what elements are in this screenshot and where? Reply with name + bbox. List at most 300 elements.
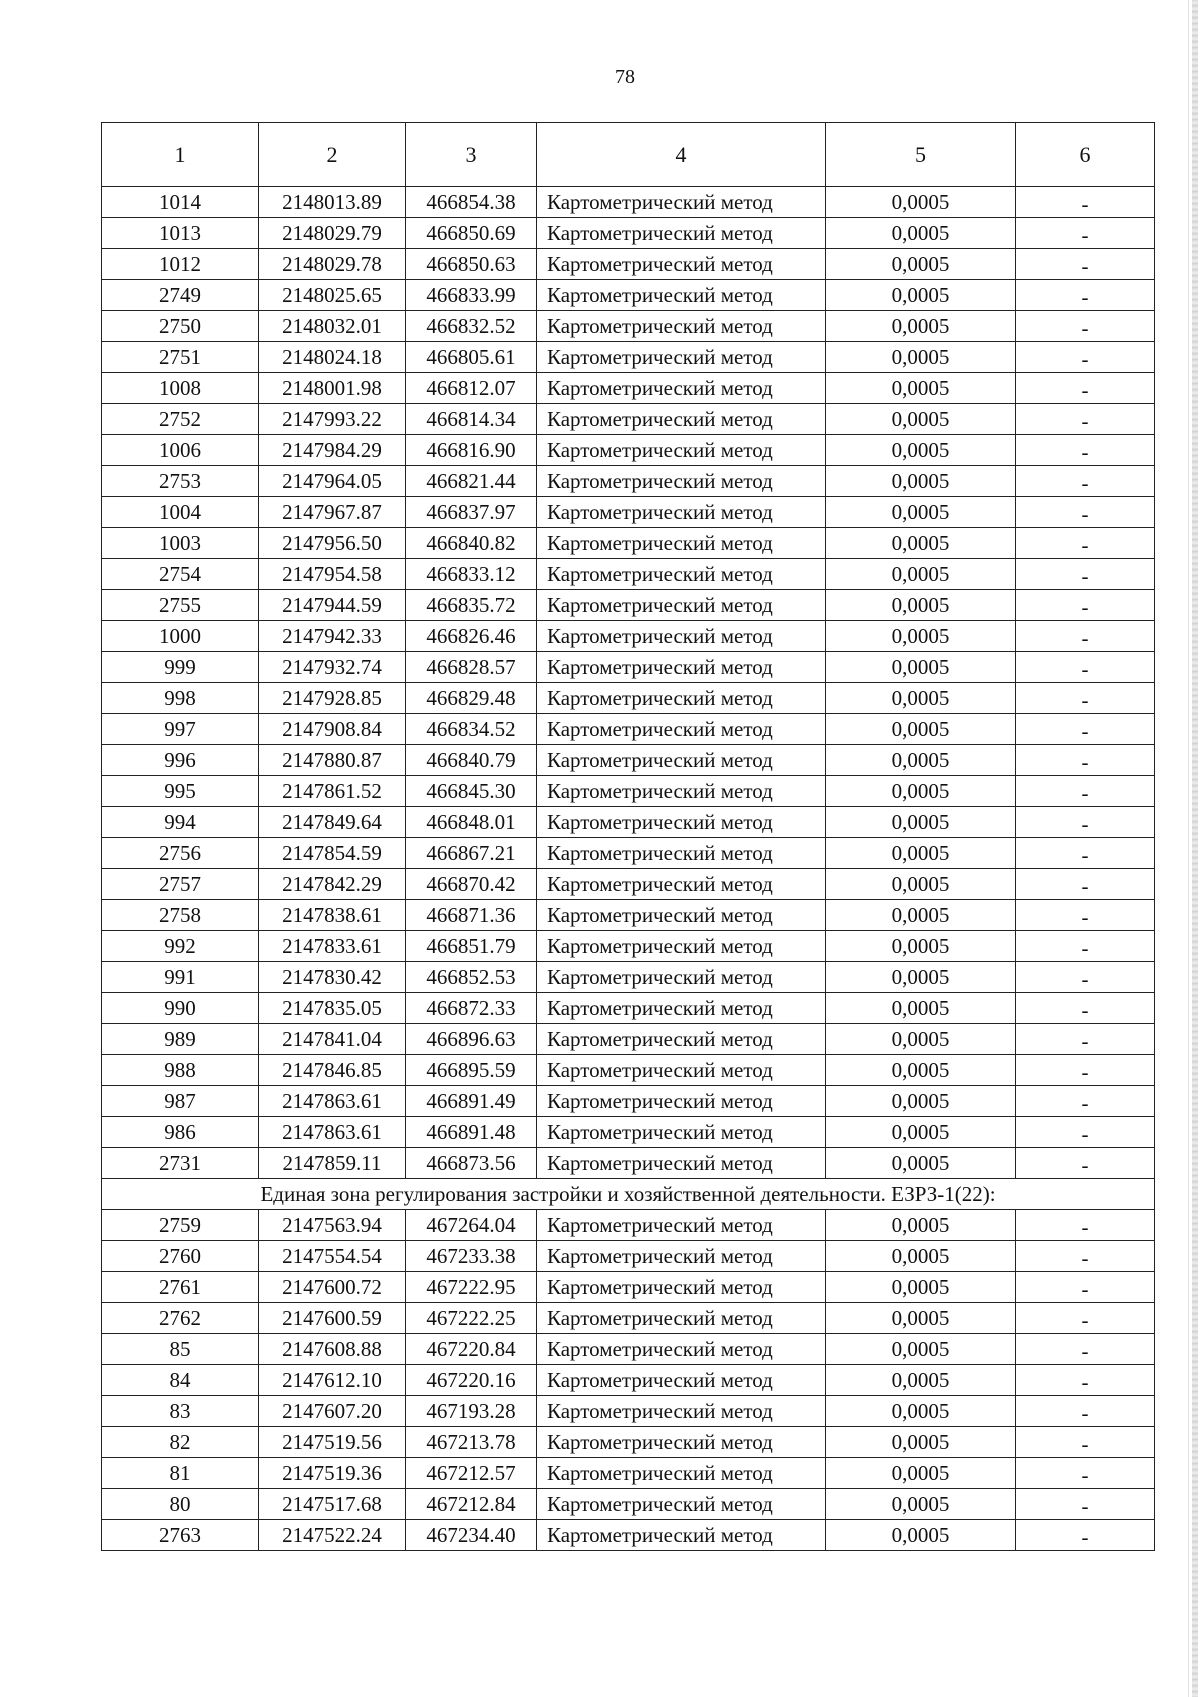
- x-coordinate-cell: 2147608.88: [259, 1334, 406, 1365]
- method-cell: Картометрический метод: [537, 993, 826, 1024]
- note-cell: -: [1016, 1427, 1155, 1458]
- method-cell: Картометрический метод: [537, 249, 826, 280]
- accuracy-cell: 0,0005: [826, 745, 1016, 776]
- table-row: [102, 342, 1155, 373]
- method-cell: Картометрический метод: [537, 590, 826, 621]
- table-row: [102, 1024, 1155, 1055]
- y-coordinate-cell: 466895.59: [406, 1055, 537, 1086]
- y-coordinate-cell: 466834.52: [406, 714, 537, 745]
- note-cell: -: [1016, 218, 1155, 249]
- table-header-row: [102, 123, 1155, 187]
- note-cell: -: [1016, 497, 1155, 528]
- method-cell: Картометрический метод: [537, 373, 826, 404]
- y-coordinate-cell: 467220.16: [406, 1365, 537, 1396]
- table-row: [102, 1520, 1155, 1551]
- accuracy-cell: 0,0005: [826, 528, 1016, 559]
- x-coordinate-cell: 2147964.05: [259, 466, 406, 497]
- accuracy-cell: 0,0005: [826, 1489, 1016, 1520]
- point-number-cell: 2754: [102, 559, 259, 590]
- point-number-cell: 992: [102, 931, 259, 962]
- note-cell: -: [1016, 466, 1155, 497]
- table-row: [102, 373, 1155, 404]
- point-number-cell: 991: [102, 962, 259, 993]
- y-coordinate-cell: 466852.53: [406, 962, 537, 993]
- y-coordinate-cell: 466805.61: [406, 342, 537, 373]
- accuracy-cell: 0,0005: [826, 683, 1016, 714]
- accuracy-cell: 0,0005: [826, 1520, 1016, 1551]
- y-coordinate-cell: 467213.78: [406, 1427, 537, 1458]
- coordinates-table: [101, 122, 1155, 1551]
- point-number-cell: 81: [102, 1458, 259, 1489]
- x-coordinate-cell: 2147863.61: [259, 1086, 406, 1117]
- table-row: [102, 590, 1155, 621]
- y-coordinate-cell: 466872.33: [406, 993, 537, 1024]
- accuracy-cell: 0,0005: [826, 1148, 1016, 1179]
- note-cell: -: [1016, 435, 1155, 466]
- accuracy-cell: 0,0005: [826, 931, 1016, 962]
- point-number-cell: 1003: [102, 528, 259, 559]
- table-row: [102, 559, 1155, 590]
- note-cell: -: [1016, 280, 1155, 311]
- x-coordinate-cell: 2147600.72: [259, 1272, 406, 1303]
- note-cell: -: [1016, 745, 1155, 776]
- section-title: Единая зона регулирования застройки и хозяйственной деятельности. ЕЗРЗ-1(22):: [102, 1179, 1155, 1210]
- method-cell: Картометрический метод: [537, 1086, 826, 1117]
- accuracy-cell: 0,0005: [826, 249, 1016, 280]
- point-number-cell: 988: [102, 1055, 259, 1086]
- x-coordinate-cell: 2147944.59: [259, 590, 406, 621]
- note-cell: -: [1016, 1458, 1155, 1489]
- table-row: [102, 187, 1155, 218]
- method-cell: Картометрический метод: [537, 1024, 826, 1055]
- method-cell: Картометрический метод: [537, 1489, 826, 1520]
- note-cell: -: [1016, 1086, 1155, 1117]
- y-coordinate-cell: 466896.63: [406, 1024, 537, 1055]
- method-cell: Картометрический метод: [537, 404, 826, 435]
- table-row: [102, 1086, 1155, 1117]
- table-row: [102, 1334, 1155, 1365]
- note-cell: -: [1016, 1520, 1155, 1551]
- table-row: [102, 931, 1155, 962]
- note-cell: -: [1016, 249, 1155, 280]
- point-number-cell: 996: [102, 745, 259, 776]
- y-coordinate-cell: 466854.38: [406, 187, 537, 218]
- method-cell: Картометрический метод: [537, 1148, 826, 1179]
- y-coordinate-cell: 466840.79: [406, 745, 537, 776]
- method-cell: Картометрический метод: [537, 218, 826, 249]
- point-number-cell: 84: [102, 1365, 259, 1396]
- point-number-cell: 1004: [102, 497, 259, 528]
- y-coordinate-cell: 466832.52: [406, 311, 537, 342]
- method-cell: Картометрический метод: [537, 187, 826, 218]
- method-cell: Картометрический метод: [537, 280, 826, 311]
- note-cell: -: [1016, 1396, 1155, 1427]
- section-row: [102, 1179, 1155, 1210]
- y-coordinate-cell: 467222.25: [406, 1303, 537, 1334]
- table-row: [102, 466, 1155, 497]
- note-cell: -: [1016, 931, 1155, 962]
- table-row: [102, 714, 1155, 745]
- x-coordinate-cell: 2147522.24: [259, 1520, 406, 1551]
- accuracy-cell: 0,0005: [826, 1427, 1016, 1458]
- accuracy-cell: 0,0005: [826, 187, 1016, 218]
- x-coordinate-cell: 2147519.56: [259, 1427, 406, 1458]
- table-row: [102, 900, 1155, 931]
- accuracy-cell: 0,0005: [826, 838, 1016, 869]
- y-coordinate-cell: 467212.84: [406, 1489, 537, 1520]
- y-coordinate-cell: 466851.79: [406, 931, 537, 962]
- note-cell: -: [1016, 1489, 1155, 1520]
- header-cell-6: 6: [1016, 123, 1155, 187]
- x-coordinate-cell: 2147612.10: [259, 1365, 406, 1396]
- note-cell: -: [1016, 1334, 1155, 1365]
- note-cell: -: [1016, 1241, 1155, 1272]
- method-cell: Картометрический метод: [537, 838, 826, 869]
- method-cell: Картометрический метод: [537, 435, 826, 466]
- table-row: [102, 497, 1155, 528]
- accuracy-cell: 0,0005: [826, 1334, 1016, 1365]
- point-number-cell: 990: [102, 993, 259, 1024]
- note-cell: -: [1016, 652, 1155, 683]
- point-number-cell: 1000: [102, 621, 259, 652]
- method-cell: Картометрический метод: [537, 652, 826, 683]
- table-row: [102, 838, 1155, 869]
- x-coordinate-cell: 2148024.18: [259, 342, 406, 373]
- y-coordinate-cell: 466826.46: [406, 621, 537, 652]
- table-row: [102, 1489, 1155, 1520]
- method-cell: Картометрический метод: [537, 1117, 826, 1148]
- y-coordinate-cell: 467234.40: [406, 1520, 537, 1551]
- accuracy-cell: 0,0005: [826, 900, 1016, 931]
- x-coordinate-cell: 2148001.98: [259, 373, 406, 404]
- method-cell: Картометрический метод: [537, 962, 826, 993]
- method-cell: Картометрический метод: [537, 342, 826, 373]
- point-number-cell: 1013: [102, 218, 259, 249]
- method-cell: Картометрический метод: [537, 1427, 826, 1458]
- table-row: [102, 745, 1155, 776]
- accuracy-cell: 0,0005: [826, 559, 1016, 590]
- y-coordinate-cell: 467220.84: [406, 1334, 537, 1365]
- y-coordinate-cell: 466812.07: [406, 373, 537, 404]
- point-number-cell: 1014: [102, 187, 259, 218]
- x-coordinate-cell: 2147967.87: [259, 497, 406, 528]
- method-cell: Картометрический метод: [537, 1303, 826, 1334]
- x-coordinate-cell: 2147984.29: [259, 435, 406, 466]
- method-cell: Картометрический метод: [537, 1241, 826, 1272]
- method-cell: Картометрический метод: [537, 1520, 826, 1551]
- accuracy-cell: 0,0005: [826, 621, 1016, 652]
- x-coordinate-cell: 2147830.42: [259, 962, 406, 993]
- y-coordinate-cell: 467264.04: [406, 1210, 537, 1241]
- point-number-cell: 80: [102, 1489, 259, 1520]
- y-coordinate-cell: 466814.34: [406, 404, 537, 435]
- y-coordinate-cell: 466848.01: [406, 807, 537, 838]
- point-number-cell: 2757: [102, 869, 259, 900]
- point-number-cell: 2750: [102, 311, 259, 342]
- method-cell: Картометрический метод: [537, 931, 826, 962]
- note-cell: -: [1016, 683, 1155, 714]
- scan-edge-line: [1188, 0, 1189, 1697]
- method-cell: Картометрический метод: [537, 1458, 826, 1489]
- x-coordinate-cell: 2148029.79: [259, 218, 406, 249]
- y-coordinate-cell: 466828.57: [406, 652, 537, 683]
- y-coordinate-cell: 466835.72: [406, 590, 537, 621]
- point-number-cell: 2749: [102, 280, 259, 311]
- accuracy-cell: 0,0005: [826, 1272, 1016, 1303]
- note-cell: -: [1016, 404, 1155, 435]
- note-cell: -: [1016, 590, 1155, 621]
- y-coordinate-cell: 466816.90: [406, 435, 537, 466]
- page-number: 78: [615, 66, 635, 88]
- x-coordinate-cell: 2147956.50: [259, 528, 406, 559]
- note-cell: -: [1016, 714, 1155, 745]
- y-coordinate-cell: 466833.99: [406, 280, 537, 311]
- point-number-cell: 1006: [102, 435, 259, 466]
- accuracy-cell: 0,0005: [826, 590, 1016, 621]
- table-row: [102, 652, 1155, 683]
- accuracy-cell: 0,0005: [826, 280, 1016, 311]
- y-coordinate-cell: 466850.63: [406, 249, 537, 280]
- note-cell: -: [1016, 1024, 1155, 1055]
- table-row: [102, 1117, 1155, 1148]
- method-cell: Картометрический метод: [537, 807, 826, 838]
- x-coordinate-cell: 2148025.65: [259, 280, 406, 311]
- accuracy-cell: 0,0005: [826, 1024, 1016, 1055]
- point-number-cell: 1012: [102, 249, 259, 280]
- point-number-cell: 994: [102, 807, 259, 838]
- note-cell: -: [1016, 528, 1155, 559]
- note-cell: -: [1016, 807, 1155, 838]
- note-cell: -: [1016, 621, 1155, 652]
- table-row: [102, 1055, 1155, 1086]
- table-row: [102, 1396, 1155, 1427]
- table-row: [102, 621, 1155, 652]
- x-coordinate-cell: 2147517.68: [259, 1489, 406, 1520]
- accuracy-cell: 0,0005: [826, 1055, 1016, 1086]
- accuracy-cell: 0,0005: [826, 311, 1016, 342]
- header-cell-1: 1: [102, 123, 259, 187]
- method-cell: Картометрический метод: [537, 466, 826, 497]
- point-number-cell: 986: [102, 1117, 259, 1148]
- accuracy-cell: 0,0005: [826, 993, 1016, 1024]
- y-coordinate-cell: 466871.36: [406, 900, 537, 931]
- y-coordinate-cell: 467193.28: [406, 1396, 537, 1427]
- point-number-cell: 2763: [102, 1520, 259, 1551]
- accuracy-cell: 0,0005: [826, 218, 1016, 249]
- table-row: [102, 869, 1155, 900]
- point-number-cell: 85: [102, 1334, 259, 1365]
- x-coordinate-cell: 2147859.11: [259, 1148, 406, 1179]
- method-cell: Картометрический метод: [537, 311, 826, 342]
- note-cell: -: [1016, 311, 1155, 342]
- method-cell: Картометрический метод: [537, 1396, 826, 1427]
- table-row: [102, 404, 1155, 435]
- point-number-cell: 999: [102, 652, 259, 683]
- method-cell: Картометрический метод: [537, 869, 826, 900]
- note-cell: -: [1016, 962, 1155, 993]
- accuracy-cell: 0,0005: [826, 714, 1016, 745]
- note-cell: -: [1016, 1272, 1155, 1303]
- accuracy-cell: 0,0005: [826, 776, 1016, 807]
- x-coordinate-cell: 2147928.85: [259, 683, 406, 714]
- header-cell-3: 3: [406, 123, 537, 187]
- x-coordinate-cell: 2147846.85: [259, 1055, 406, 1086]
- point-number-cell: 2758: [102, 900, 259, 931]
- accuracy-cell: 0,0005: [826, 1086, 1016, 1117]
- scan-edge-shadow: [1192, 0, 1198, 1697]
- y-coordinate-cell: 466840.82: [406, 528, 537, 559]
- note-cell: -: [1016, 869, 1155, 900]
- x-coordinate-cell: 2147854.59: [259, 838, 406, 869]
- header-cell-2: 2: [259, 123, 406, 187]
- table-row: [102, 962, 1155, 993]
- point-number-cell: 989: [102, 1024, 259, 1055]
- y-coordinate-cell: 466873.56: [406, 1148, 537, 1179]
- table-row: [102, 1272, 1155, 1303]
- point-number-cell: 995: [102, 776, 259, 807]
- table-row: [102, 311, 1155, 342]
- method-cell: Картометрический метод: [537, 1055, 826, 1086]
- table-row: [102, 249, 1155, 280]
- y-coordinate-cell: 466850.69: [406, 218, 537, 249]
- accuracy-cell: 0,0005: [826, 1396, 1016, 1427]
- accuracy-cell: 0,0005: [826, 962, 1016, 993]
- x-coordinate-cell: 2147993.22: [259, 404, 406, 435]
- table-row: [102, 435, 1155, 466]
- table-row: [102, 1210, 1155, 1241]
- note-cell: -: [1016, 900, 1155, 931]
- x-coordinate-cell: 2147954.58: [259, 559, 406, 590]
- x-coordinate-cell: 2147600.59: [259, 1303, 406, 1334]
- x-coordinate-cell: 2147908.84: [259, 714, 406, 745]
- table-row: [102, 776, 1155, 807]
- note-cell: -: [1016, 1117, 1155, 1148]
- x-coordinate-cell: 2147849.64: [259, 807, 406, 838]
- accuracy-cell: 0,0005: [826, 1241, 1016, 1272]
- method-cell: Картометрический метод: [537, 745, 826, 776]
- y-coordinate-cell: 466833.12: [406, 559, 537, 590]
- x-coordinate-cell: 2147841.04: [259, 1024, 406, 1055]
- y-coordinate-cell: 466837.97: [406, 497, 537, 528]
- accuracy-cell: 0,0005: [826, 373, 1016, 404]
- method-cell: Картометрический метод: [537, 559, 826, 590]
- accuracy-cell: 0,0005: [826, 404, 1016, 435]
- x-coordinate-cell: 2147833.61: [259, 931, 406, 962]
- method-cell: Картометрический метод: [537, 683, 826, 714]
- y-coordinate-cell: 467222.95: [406, 1272, 537, 1303]
- note-cell: -: [1016, 187, 1155, 218]
- table-row: [102, 683, 1155, 714]
- table-row: [102, 528, 1155, 559]
- accuracy-cell: 0,0005: [826, 652, 1016, 683]
- x-coordinate-cell: 2147607.20: [259, 1396, 406, 1427]
- table-row: [102, 993, 1155, 1024]
- point-number-cell: 1008: [102, 373, 259, 404]
- point-number-cell: 2759: [102, 1210, 259, 1241]
- y-coordinate-cell: 467212.57: [406, 1458, 537, 1489]
- table-row: [102, 1458, 1155, 1489]
- method-cell: Картометрический метод: [537, 1365, 826, 1396]
- point-number-cell: 2731: [102, 1148, 259, 1179]
- y-coordinate-cell: 466829.48: [406, 683, 537, 714]
- y-coordinate-cell: 466845.30: [406, 776, 537, 807]
- x-coordinate-cell: 2147563.94: [259, 1210, 406, 1241]
- header-cell-5: 5: [826, 123, 1016, 187]
- point-number-cell: 2752: [102, 404, 259, 435]
- x-coordinate-cell: 2148013.89: [259, 187, 406, 218]
- point-number-cell: 2753: [102, 466, 259, 497]
- point-number-cell: 2762: [102, 1303, 259, 1334]
- accuracy-cell: 0,0005: [826, 435, 1016, 466]
- accuracy-cell: 0,0005: [826, 1365, 1016, 1396]
- method-cell: Картометрический метод: [537, 1334, 826, 1365]
- accuracy-cell: 0,0005: [826, 497, 1016, 528]
- y-coordinate-cell: 466870.42: [406, 869, 537, 900]
- coordinates-table-body: [102, 123, 1155, 1551]
- table-row: [102, 1303, 1155, 1334]
- note-cell: -: [1016, 373, 1155, 404]
- x-coordinate-cell: 2147880.87: [259, 745, 406, 776]
- note-cell: -: [1016, 776, 1155, 807]
- y-coordinate-cell: 466867.21: [406, 838, 537, 869]
- y-coordinate-cell: 466891.49: [406, 1086, 537, 1117]
- table-row: [102, 1241, 1155, 1272]
- y-coordinate-cell: 466821.44: [406, 466, 537, 497]
- x-coordinate-cell: 2147932.74: [259, 652, 406, 683]
- point-number-cell: 2755: [102, 590, 259, 621]
- method-cell: Картометрический метод: [537, 714, 826, 745]
- x-coordinate-cell: 2148032.01: [259, 311, 406, 342]
- method-cell: Картометрический метод: [537, 621, 826, 652]
- table-row: [102, 218, 1155, 249]
- method-cell: Картометрический метод: [537, 900, 826, 931]
- note-cell: -: [1016, 1365, 1155, 1396]
- note-cell: -: [1016, 1055, 1155, 1086]
- y-coordinate-cell: 466891.48: [406, 1117, 537, 1148]
- x-coordinate-cell: 2147835.05: [259, 993, 406, 1024]
- accuracy-cell: 0,0005: [826, 1117, 1016, 1148]
- point-number-cell: 2756: [102, 838, 259, 869]
- header-cell-4: 4: [537, 123, 826, 187]
- table-row: [102, 807, 1155, 838]
- accuracy-cell: 0,0005: [826, 1458, 1016, 1489]
- x-coordinate-cell: 2147842.29: [259, 869, 406, 900]
- accuracy-cell: 0,0005: [826, 807, 1016, 838]
- note-cell: -: [1016, 559, 1155, 590]
- point-number-cell: 2751: [102, 342, 259, 373]
- x-coordinate-cell: 2147554.54: [259, 1241, 406, 1272]
- accuracy-cell: 0,0005: [826, 342, 1016, 373]
- point-number-cell: 997: [102, 714, 259, 745]
- point-number-cell: 2761: [102, 1272, 259, 1303]
- x-coordinate-cell: 2147519.36: [259, 1458, 406, 1489]
- point-number-cell: 998: [102, 683, 259, 714]
- note-cell: -: [1016, 993, 1155, 1024]
- x-coordinate-cell: 2147838.61: [259, 900, 406, 931]
- note-cell: -: [1016, 1210, 1155, 1241]
- method-cell: Картометрический метод: [537, 1272, 826, 1303]
- table-row: [102, 1365, 1155, 1396]
- accuracy-cell: 0,0005: [826, 869, 1016, 900]
- method-cell: Картометрический метод: [537, 528, 826, 559]
- table-row: [102, 1427, 1155, 1458]
- y-coordinate-cell: 467233.38: [406, 1241, 537, 1272]
- note-cell: -: [1016, 342, 1155, 373]
- method-cell: Картометрический метод: [537, 776, 826, 807]
- point-number-cell: 987: [102, 1086, 259, 1117]
- point-number-cell: 83: [102, 1396, 259, 1427]
- accuracy-cell: 0,0005: [826, 1303, 1016, 1334]
